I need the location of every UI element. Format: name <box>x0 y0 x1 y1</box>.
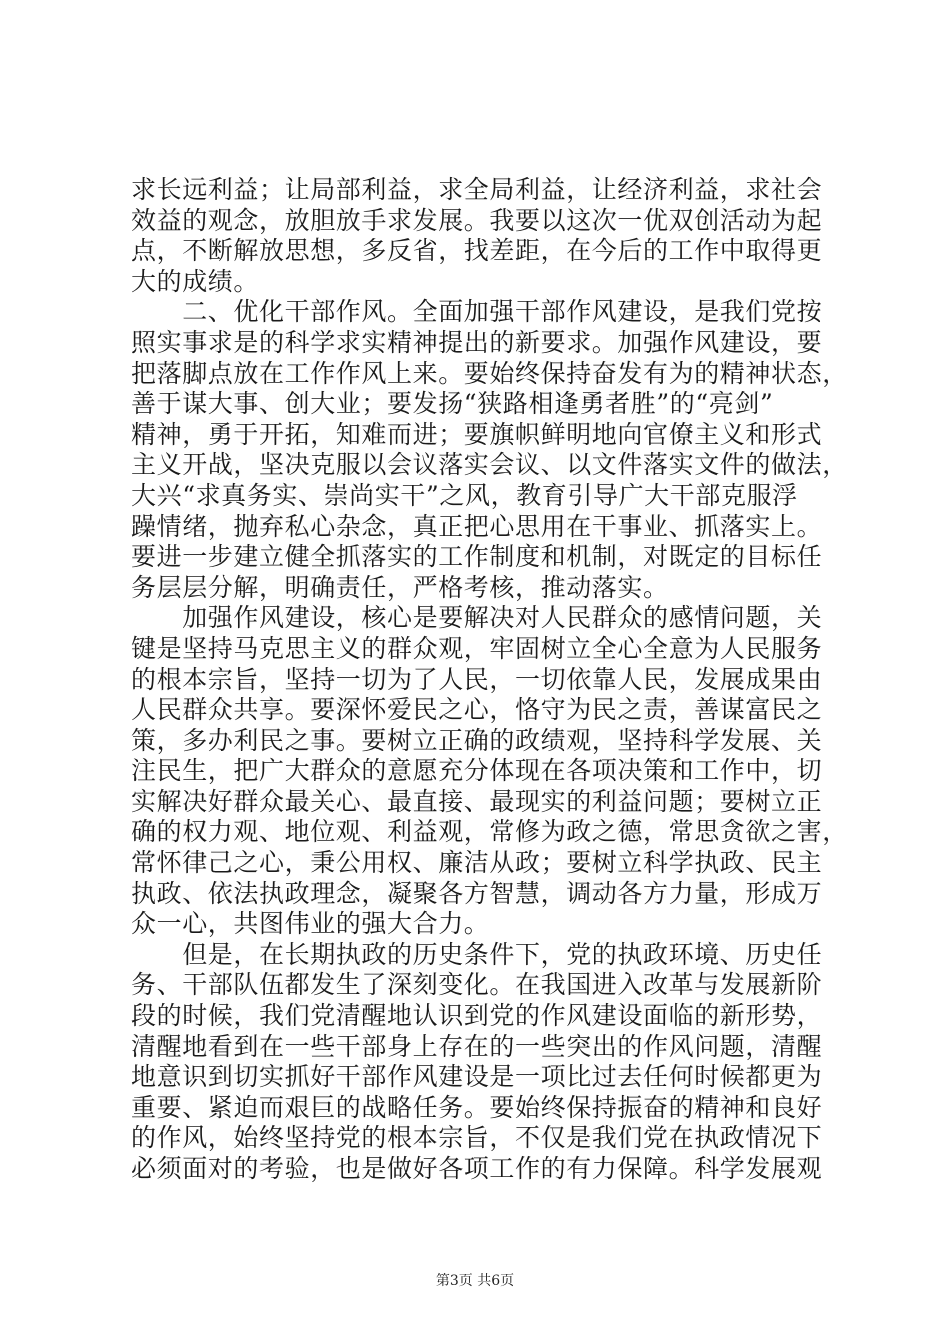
text-line: 清醒地看到在一些干部身上存在的一些突出的作风问题，清醒 <box>131 1031 823 1061</box>
text-line: 善于谋大事、创大业；要发扬“狭路相逢勇者胜”的“亮剑” <box>131 389 774 419</box>
text-line: 键是坚持马克思主义的群众观，牢固树立全心全意为人民服务 <box>131 633 823 663</box>
text-line: 段的时候，我们党清醒地认识到党的作风建设面临的新形势， <box>131 1001 823 1031</box>
text-line: 躁情绪，抛弃私心杂念，真正把心思用在干事业、抓落实上。 <box>131 511 823 541</box>
text-line: 主义开战，坚决克服以会议落实会议、以文件落实文件的做法， <box>131 450 848 480</box>
text-line: 众一心，共图伟业的强大合力。 <box>131 909 490 939</box>
text-line: 策，多办利民之事。要树立正确的政绩观，坚持科学发展、关 <box>131 725 823 755</box>
text-line: 常怀律己之心，秉公用权、廉洁从政；要树立科学执政、民主 <box>131 848 823 878</box>
text-line: 照实事求是的科学求实精神提出的新要求。加强作风建设，要 <box>131 327 823 357</box>
text-line: 人民群众共享。要深怀爱民之心，恪守为民之责，善谋富民之 <box>131 695 823 725</box>
text-line: 精神，勇于开拓，知难而进；要旗帜鲜明地向官僚主义和形式 <box>131 419 823 449</box>
text-line: 但是，在长期执政的历史条件下，党的执政环境、历史任 <box>131 939 823 969</box>
text-line: 必须面对的考验，也是做好各项工作的有力保障。科学发展观 <box>131 1154 823 1183</box>
text-line: 把落脚点放在工作作风上来。要始终保持奋发有为的精神状态， <box>131 358 848 388</box>
text-line: 的根本宗旨，坚持一切为了人民，一切依靠人民，发展成果由 <box>131 664 823 694</box>
text-line: 二、优化干部作风。全面加强干部作风建设，是我们党按 <box>131 297 823 327</box>
text-line: 实解决好群众最关心、最直接、最现实的利益问题；要树立正 <box>131 786 823 816</box>
text-line: 求长远利益；让局部利益，求全局利益，让经济利益，求社会 <box>131 175 823 204</box>
text-line: 要进一步建立健全抓落实的工作制度和机制，对既定的目标任 <box>131 542 823 572</box>
text-line: 加强作风建设，核心是要解决对人民群众的感情问题，关 <box>131 603 823 633</box>
text-line: 注民生，把广大群众的意愿充分体现在各项决策和工作中，切 <box>131 756 823 786</box>
body-text <box>131 175 848 1185</box>
page-number-footer: 第3页 共6页 <box>435 1273 515 1289</box>
text-line: 执政、依法执政理念，凝聚各方智慧，调动各方力量，形成万 <box>131 878 823 908</box>
text-line: 确的权力观、地位观、利益观，常修为政之德，常思贪欲之害， <box>131 817 848 847</box>
text-line: 重要、紧迫而艰巨的战略任务。要始终保持振奋的精神和良好 <box>131 1092 823 1122</box>
text-line: 务、干部队伍都发生了深刻变化。在我国进入改革与发展新阶 <box>131 970 823 1000</box>
text-line: 效益的观念，放胆放手求发展。我要以这次一优双创活动为起 <box>131 205 823 235</box>
text-line: 大兴“求真务实、崇尚实干”之风，教育引导广大干部克服浮 <box>131 480 798 510</box>
text-line: 地意识到切实抓好干部作风建设是一项比过去任何时候都更为 <box>131 1062 823 1092</box>
text-line: 点，不断解放思想，多反省，找差距，在今后的工作中取得更 <box>131 236 823 266</box>
text-line: 的作风，始终坚持党的根本宗旨，不仅是我们党在执政情况下 <box>131 1123 823 1153</box>
text-line: 务层层分解，明确责任，严格考核，推动落实。 <box>131 572 669 602</box>
text-line: 大的成绩。 <box>131 266 260 296</box>
